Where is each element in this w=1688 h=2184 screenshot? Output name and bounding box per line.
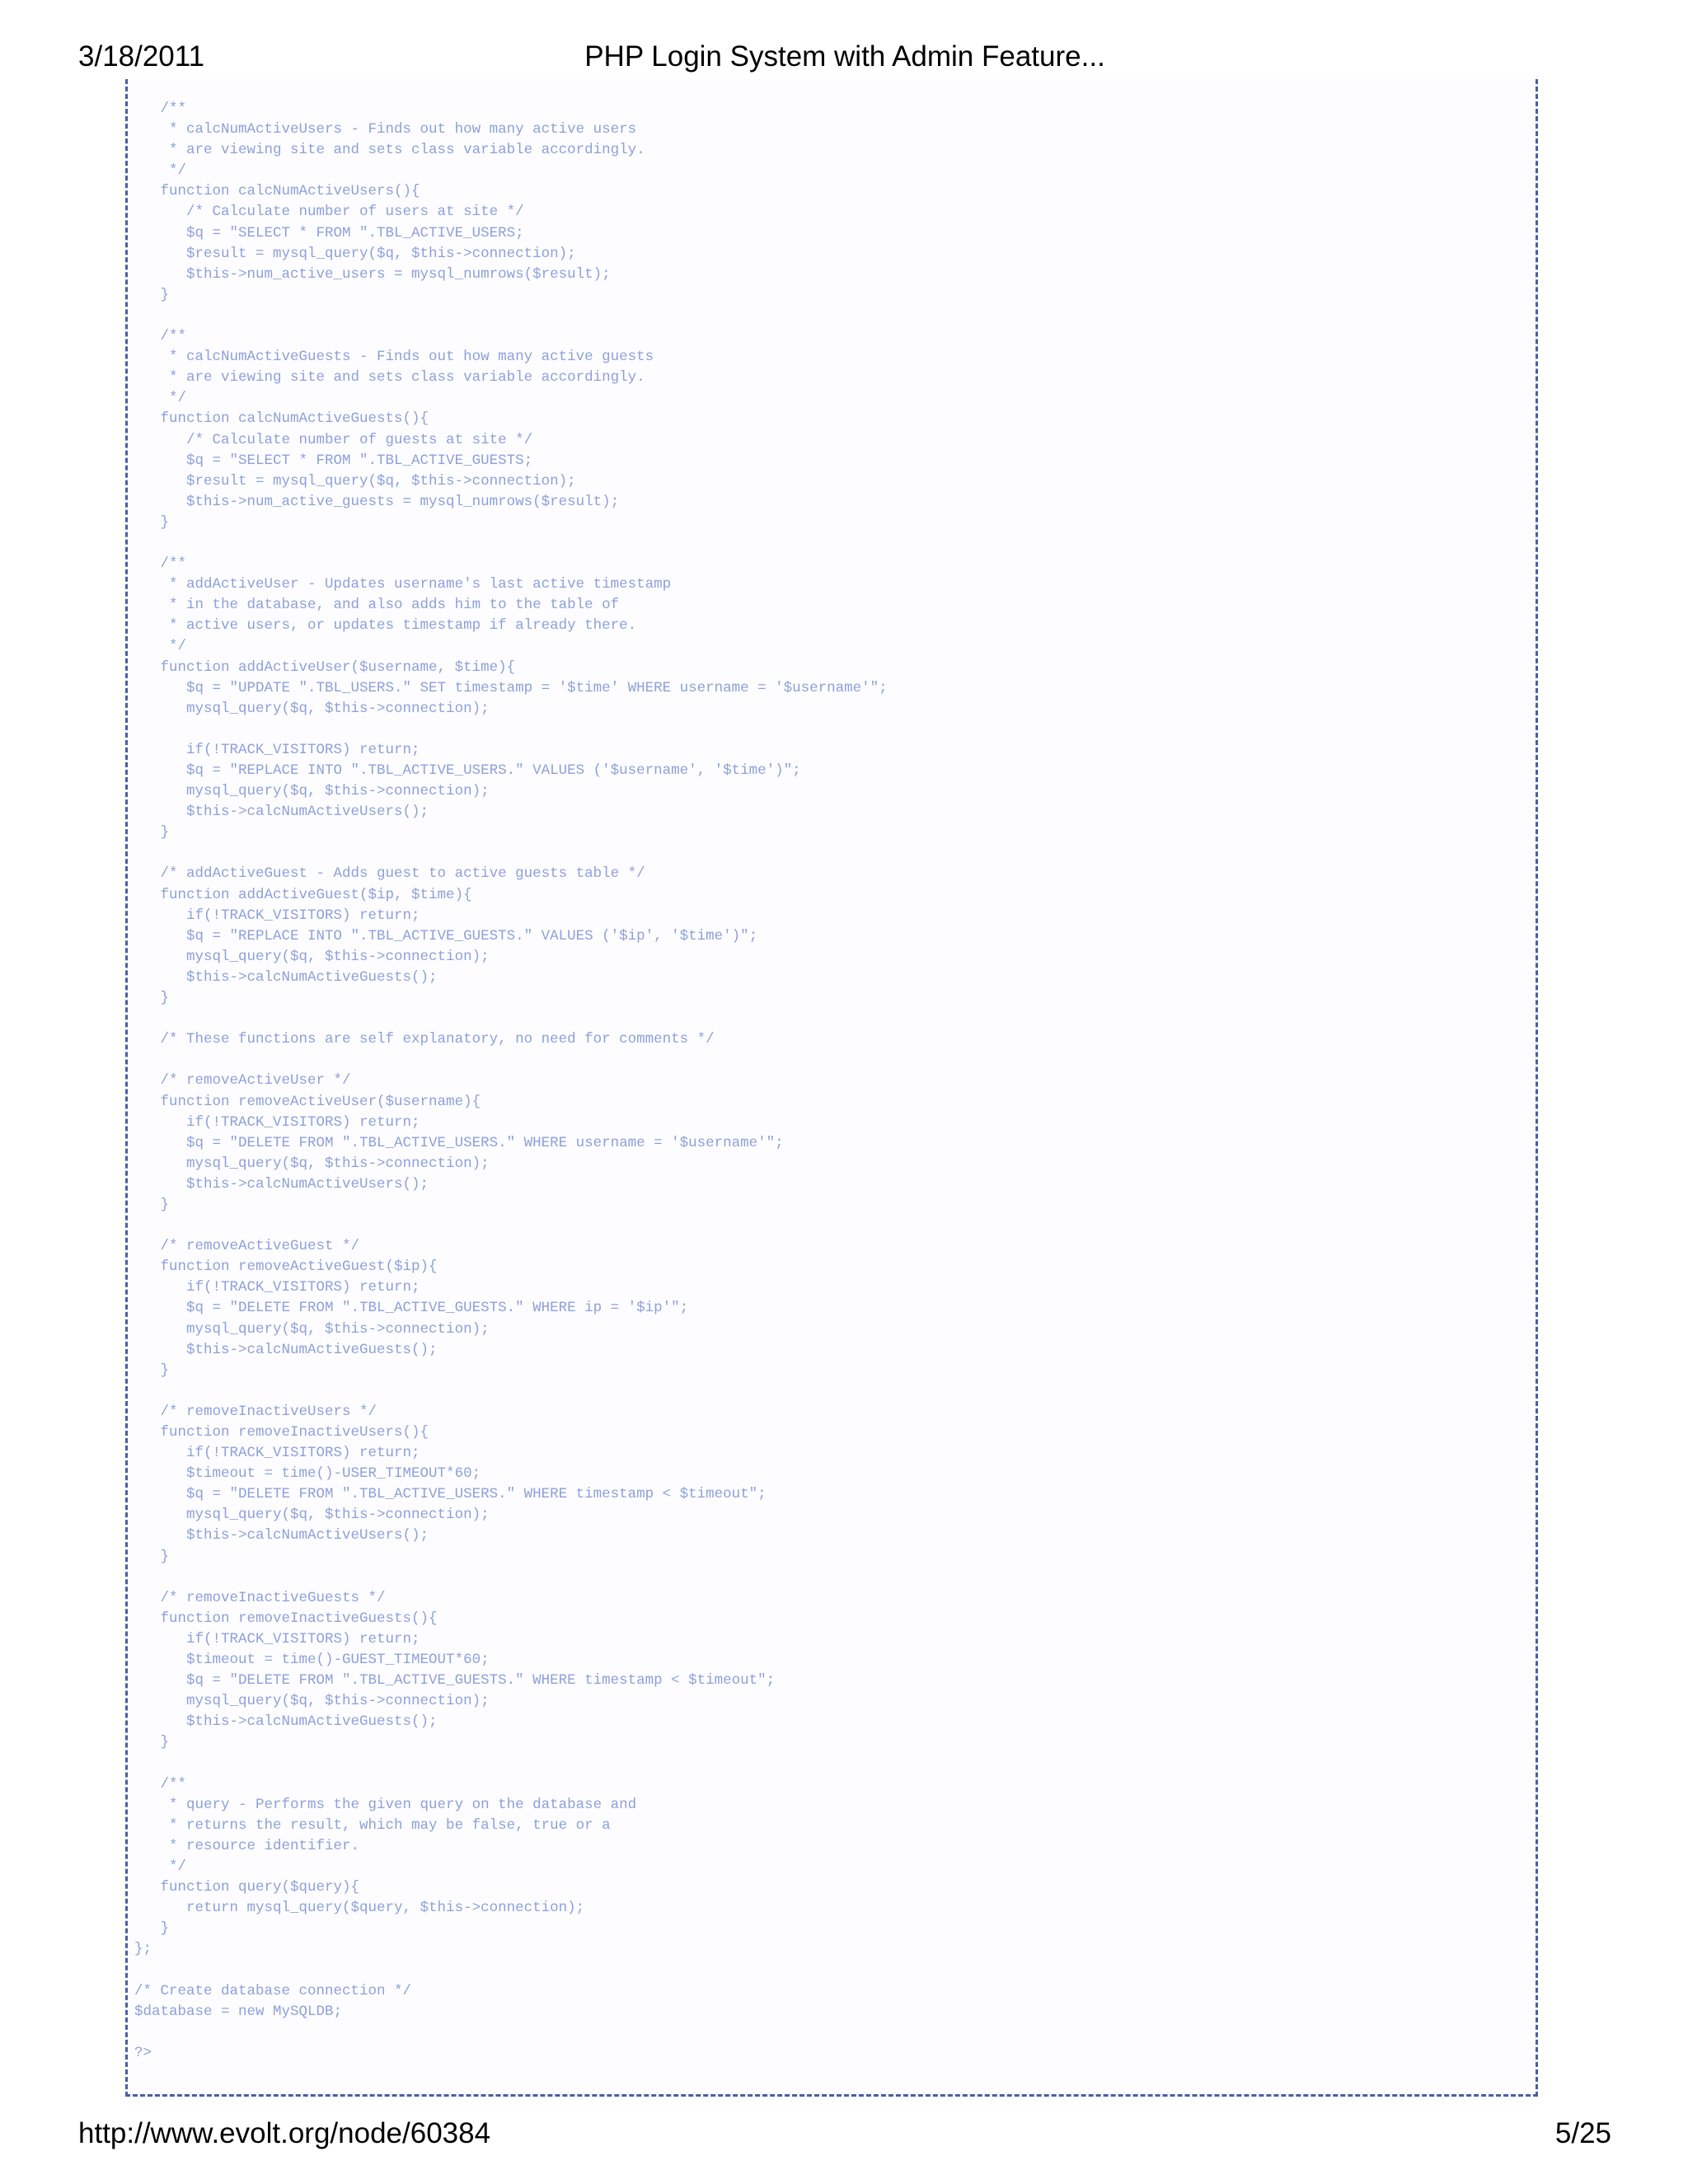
page-number: 5/25 [1554,2117,1611,2149]
code-line: $timeout = time()-USER_TIMEOUT*60; [134,1465,481,1483]
code-line: /* These functions are self explanatory, no need for comments */ [134,1031,715,1048]
code-line: $this->calcNumActiveGuests(); [134,1713,438,1731]
code-line: function removeInactiveUsers(){ [134,1424,429,1441]
code-line: function calcNumActiveGuests(){ [134,410,429,428]
code-line: * query - Performs the given query on the database and [134,1796,637,1813]
code-line: } [134,990,170,1007]
code-line [134,306,888,326]
code-line: * resource identifier. [134,1837,360,1854]
code-line: mysql_query($q, $this->connection); [134,1320,490,1338]
code-line: * calcNumActiveUsers - Finds out how many active users [134,121,637,138]
code-line [134,1754,888,1774]
code-line: */ [134,1858,187,1875]
code-line: ?> [134,2044,152,2061]
page-url: http://www.evolt.org/node/60384 [78,2117,491,2149]
code-block [125,79,1538,2097]
code-line: function query($query){ [134,1879,360,1896]
code-line: * are viewing site and sets class variable accordingly. [134,142,645,159]
code-line: $q = "REPLACE INTO ".TBL_ACTIVE_GUESTS." VALUES ('$ip', '$time')"; [134,927,758,944]
code-line: if(!TRACK_VISITORS) return; [134,1630,420,1647]
code-line: } [134,286,170,303]
code-line [134,1216,888,1236]
code-line: function addActiveUser($username, $time){ [134,658,516,676]
code-line [134,843,888,864]
code-line: $result = mysql_query($q, $this->connection); [134,472,576,490]
code-line: $q = "REPLACE INTO ".TBL_ACTIVE_USERS." VALUES ('$username', '$time')"; [134,762,801,779]
code-line: /** [134,328,187,345]
code-line: if(!TRACK_VISITORS) return; [134,741,420,758]
code-line: * returns the result, which may be false, true or a [134,1816,611,1834]
code-line: }; [134,1941,152,1958]
code-line: function addActiveGuest($ip, $time){ [134,886,472,903]
code-line: mysql_query($q, $this->connection); [134,1155,490,1172]
code-line [134,1960,888,1980]
code-line: if(!TRACK_VISITORS) return; [134,1279,420,1296]
code-line: $timeout = time()-GUEST_TIMEOUT*60; [134,1652,490,1669]
code-line: $this->calcNumActiveGuests(); [134,968,438,986]
code-line: /** [134,555,187,573]
code-line: function removeActiveGuest($ip){ [134,1258,438,1276]
code-line: $q = "UPDATE ".TBL_USERS." SET timestamp = '$time' WHERE username = '$username'"; [134,679,888,696]
code-listing [134,99,888,2064]
code-line: $q = "DELETE FROM ".TBL_ACTIVE_GUESTS." WHERE ip = '$ip'"; [134,1300,689,1317]
code-line [134,1009,888,1029]
code-line: function removeInactiveGuests(){ [134,1610,438,1627]
code-line: $this->num_active_guests = mysql_numrows($result); [134,493,620,510]
code-line: function calcNumActiveUsers(){ [134,183,420,200]
code-line: $this->calcNumActiveUsers(); [134,1175,429,1193]
page-title: PHP Login System with Admin Feature... [584,40,1105,73]
code-line: $result = mysql_query($q, $this->connection); [134,245,576,262]
code-line: mysql_query($q, $this->connection); [134,783,490,800]
code-line: * are viewing site and sets class variable accordingly. [134,369,645,387]
code-line [134,719,888,740]
code-line: /* addActiveGuest - Adds guest to active guests table */ [134,865,645,883]
code-line: mysql_query($q, $this->connection); [134,700,490,717]
code-line: $q = "DELETE FROM ".TBL_ACTIVE_GUESTS." WHERE timestamp < $timeout"; [134,1672,776,1690]
code-line: /* removeInactiveUsers */ [134,1403,377,1420]
code-line: return mysql_query($query, $this->connection); [134,1900,585,1917]
code-line: } [134,1548,170,1565]
code-line: } [134,1734,170,1751]
code-line: * addActiveUser - Updates username's last active timestamp [134,576,672,593]
code-line: mysql_query($q, $this->connection); [134,1507,490,1524]
code-line: if(!TRACK_VISITORS) return; [134,907,420,924]
code-line: $q = "SELECT * FROM ".TBL_ACTIVE_GUESTS; [134,452,533,469]
code-line: /** [134,1775,187,1793]
code-line [134,1568,888,1588]
code-line: */ [134,162,187,180]
code-line: $q = "SELECT * FROM ".TBL_ACTIVE_USERS; [134,224,524,241]
code-line: */ [134,638,187,655]
code-line [134,1050,888,1071]
code-line: /* Calculate number of guests at site */ [134,431,533,448]
code-line: $database = new MySQLDB; [134,2003,343,2020]
code-line: $this->calcNumActiveUsers(); [134,804,429,821]
code-line: $q = "DELETE FROM ".TBL_ACTIVE_USERS." WHERE username = '$username'"; [134,1134,784,1151]
code-line: if(!TRACK_VISITORS) return; [134,1113,420,1131]
code-line: if(!TRACK_VISITORS) return; [134,1445,420,1462]
code-line: /* Calculate number of users at site */ [134,204,524,221]
code-line: } [134,824,170,841]
code-line: } [134,1920,170,1938]
code-line: /* removeInactiveGuests */ [134,1589,386,1606]
code-line: /* removeActiveGuest */ [134,1238,360,1255]
code-line [134,2022,888,2043]
code-line: } [134,1361,170,1379]
code-line: /* Create database connection */ [134,1982,412,1999]
code-line: * calcNumActiveGuests - Finds out how many active guests [134,349,654,366]
code-line: */ [134,390,187,407]
code-line: $this->calcNumActiveUsers(); [134,1527,429,1544]
code-line [134,533,888,554]
code-line: $q = "DELETE FROM ".TBL_ACTIVE_USERS." WHERE timestamp < $timeout"; [134,1486,767,1503]
code-line: function removeActiveUser($username){ [134,1093,481,1110]
code-line: } [134,1196,170,1213]
code-line: mysql_query($q, $this->connection); [134,1693,490,1710]
print-footer [78,2113,1611,2154]
code-line [134,1381,888,1402]
code-line: * active users, or updates timestamp if already there. [134,617,637,635]
code-line: $this->num_active_users = mysql_numrows($result); [134,265,611,283]
code-line: /* removeActiveUser */ [134,1072,351,1090]
code-line: mysql_query($q, $this->connection); [134,948,490,965]
print-header [78,36,1611,77]
code-line: /** [134,101,187,117]
code-line: * in the database, and also adds him to the table of [134,597,620,614]
print-date: 3/18/2011 [78,40,205,73]
code-line: $this->calcNumActiveGuests(); [134,1341,438,1358]
code-line: } [134,513,170,531]
